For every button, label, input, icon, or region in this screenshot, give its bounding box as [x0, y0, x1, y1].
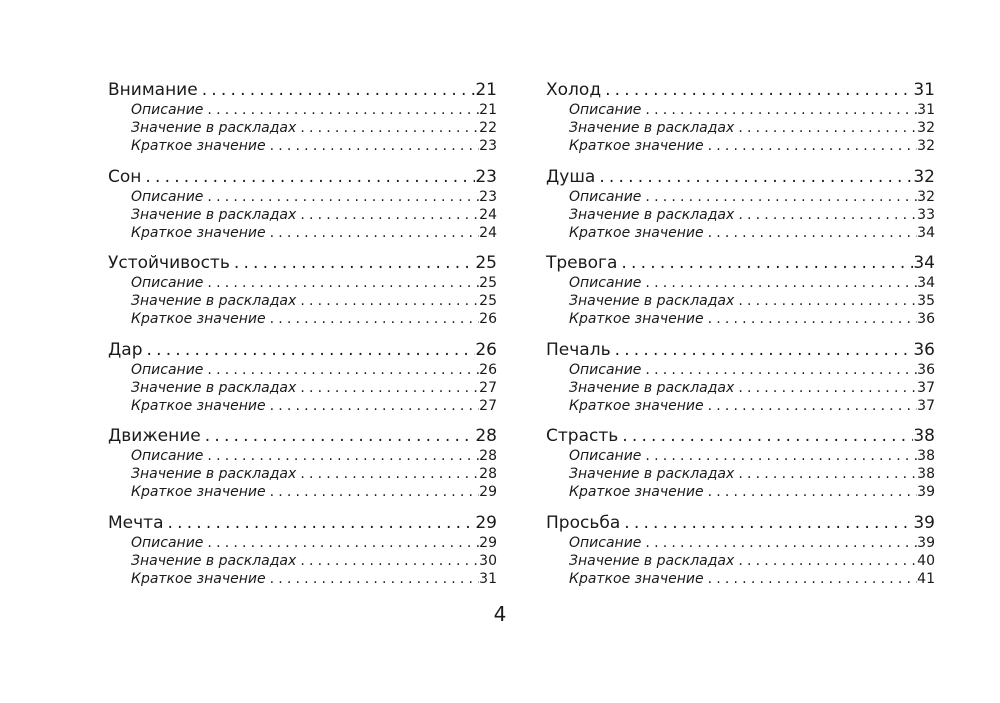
toc-subentry[interactable] — [108, 274, 497, 292]
toc-subentry[interactable] — [108, 534, 497, 552]
toc-column-left — [108, 80, 497, 599]
subentry-page: 21 — [479, 102, 497, 118]
toc-subentry[interactable] — [546, 188, 935, 206]
subentry-label: Описание — [131, 361, 204, 378]
entry-page: 23 — [475, 166, 497, 187]
subentry-page: 36 — [917, 311, 935, 327]
subentry-label: Значение в раскладах — [569, 293, 735, 309]
entry-page: 25 — [475, 253, 497, 273]
toc-section — [108, 426, 497, 513]
entry-page: 21 — [475, 80, 497, 100]
subentry-label: Описание — [569, 275, 642, 291]
toc-subentry[interactable] — [546, 552, 935, 570]
subentry-label: Значение в раскладах — [131, 379, 297, 396]
subentry-label: Краткое значение — [131, 397, 266, 414]
subentry-page: 32 — [917, 138, 935, 154]
toc-entry[interactable] — [108, 426, 497, 447]
subentry-page: 35 — [917, 293, 935, 309]
subentry-label: Описание — [131, 188, 204, 205]
toc-subentry[interactable] — [108, 188, 497, 206]
subentry-label: Значение в раскладах — [131, 552, 297, 569]
toc-section — [108, 513, 497, 600]
entry-page: 38 — [913, 426, 935, 446]
subentry-label: Значение в раскладах — [569, 379, 735, 396]
toc-subentry[interactable] — [108, 379, 497, 397]
subentry-label: Краткое значение — [569, 570, 704, 587]
subentry-label: Краткое значение — [131, 224, 266, 241]
toc-subentry[interactable] — [108, 224, 497, 242]
subentry-label: Значение в раскладах — [131, 466, 297, 482]
subentry-label: Краткое значение — [569, 311, 704, 327]
toc-subentry[interactable] — [108, 483, 497, 501]
toc-subentry[interactable] — [108, 101, 497, 119]
toc-entry[interactable] — [546, 253, 935, 274]
subentry-label: Описание — [131, 102, 204, 118]
entry-title: Сон — [108, 166, 142, 187]
subentry-label: Краткое значение — [569, 138, 704, 154]
toc-subentry[interactable] — [108, 447, 497, 465]
subentry-label: Описание — [131, 448, 204, 464]
toc-section — [108, 340, 497, 427]
subentry-label: Описание — [569, 188, 642, 205]
entry-title: Просьба — [546, 512, 621, 533]
toc-entry[interactable] — [546, 80, 935, 101]
entry-page: 31 — [913, 80, 935, 100]
subentry-page: 33 — [917, 206, 935, 223]
subentry-page: 27 — [479, 379, 497, 396]
toc-entry[interactable] — [546, 167, 935, 188]
toc-entry[interactable] — [108, 340, 497, 361]
toc-subentry[interactable] — [546, 379, 935, 397]
subentry-page: 37 — [917, 397, 935, 414]
toc-section — [546, 80, 935, 167]
toc-subentry[interactable] — [546, 361, 935, 379]
subentry-label: Значение в раскладах — [131, 120, 297, 136]
entry-title: Движение — [108, 426, 201, 446]
entry-title: Тревога — [546, 253, 618, 273]
toc-subentry[interactable] — [546, 310, 935, 328]
subentry-page: 39 — [917, 484, 935, 500]
subentry-label: Краткое значение — [131, 311, 266, 327]
toc-entry[interactable] — [108, 253, 497, 274]
toc-entry[interactable] — [546, 513, 935, 534]
toc-subentry[interactable] — [108, 465, 497, 483]
subentry-label: Описание — [569, 534, 642, 551]
subentry-label: Описание — [131, 275, 204, 291]
subentry-page: 41 — [917, 570, 935, 587]
toc-subentry[interactable] — [108, 552, 497, 570]
toc-column-right — [546, 80, 935, 599]
toc-subentry[interactable] — [546, 292, 935, 310]
toc-subentry[interactable] — [546, 534, 935, 552]
toc-entry[interactable] — [546, 340, 935, 361]
toc-subentry[interactable] — [108, 361, 497, 379]
toc-subentry[interactable] — [108, 119, 497, 137]
entry-title: Холод — [546, 80, 602, 100]
entry-page: 26 — [475, 339, 497, 360]
toc-subentry[interactable] — [546, 570, 935, 588]
toc-subentry[interactable] — [546, 137, 935, 155]
subentry-page: 31 — [479, 570, 497, 587]
toc-section — [546, 340, 935, 427]
toc-subentry[interactable] — [546, 119, 935, 137]
toc-subentry[interactable] — [546, 224, 935, 242]
subentry-label: Значение в раскладах — [131, 293, 297, 309]
toc-subentry[interactable] — [108, 292, 497, 310]
toc-subentry[interactable] — [546, 397, 935, 415]
subentry-page: 29 — [479, 484, 497, 500]
subentry-page: 32 — [917, 188, 935, 205]
entry-title: Дар — [108, 339, 143, 360]
entry-title: Душа — [546, 166, 596, 187]
subentry-page: 32 — [917, 120, 935, 136]
toc-subentry[interactable] — [108, 206, 497, 224]
subentry-page: 25 — [479, 275, 497, 291]
subentry-page: 34 — [917, 224, 935, 241]
subentry-label: Описание — [569, 361, 642, 378]
toc-section — [546, 167, 935, 254]
page-number: 4 — [493, 602, 507, 626]
toc-subentry[interactable] — [546, 465, 935, 483]
toc-subentry[interactable] — [546, 274, 935, 292]
subentry-label: Описание — [569, 448, 642, 464]
subentry-page: 36 — [917, 361, 935, 378]
subentry-page: 30 — [479, 552, 497, 569]
entry-title: Внимание — [108, 80, 198, 100]
subentry-page: 29 — [479, 534, 497, 551]
subentry-label: Описание — [131, 534, 204, 551]
toc-section — [108, 167, 497, 254]
subentry-page: 38 — [917, 466, 935, 482]
toc-section — [546, 426, 935, 513]
subentry-page: 26 — [479, 311, 497, 327]
subentry-page: 38 — [917, 448, 935, 464]
toc-subentry[interactable] — [108, 137, 497, 155]
subentry-label: Краткое значение — [569, 224, 704, 241]
subentry-label: Краткое значение — [131, 570, 266, 587]
toc-subentry[interactable] — [108, 310, 497, 328]
subentry-page: 39 — [917, 534, 935, 551]
subentry-page: 28 — [479, 466, 497, 482]
toc-subentry[interactable] — [546, 483, 935, 501]
subentry-label: Значение в раскладах — [569, 120, 735, 136]
toc-entry[interactable] — [546, 426, 935, 447]
entry-page: 34 — [913, 253, 935, 273]
subentry-page: 23 — [479, 138, 497, 154]
toc-entry[interactable] — [108, 513, 497, 534]
subentry-label: Краткое значение — [569, 397, 704, 414]
subentry-label: Описание — [569, 102, 642, 118]
subentry-page: 34 — [917, 275, 935, 291]
subentry-page: 23 — [479, 188, 497, 205]
subentry-page: 40 — [917, 552, 935, 569]
toc-section — [546, 253, 935, 340]
subentry-label: Краткое значение — [569, 484, 704, 500]
entry-title: Печаль — [546, 339, 611, 360]
subentry-page: 22 — [479, 120, 497, 136]
subentry-page: 31 — [917, 102, 935, 118]
entry-page: 28 — [475, 426, 497, 446]
subentry-page: 24 — [479, 224, 497, 241]
toc-section — [108, 80, 497, 167]
subentry-page: 25 — [479, 293, 497, 309]
subentry-page: 24 — [479, 206, 497, 223]
toc-subentry[interactable] — [546, 101, 935, 119]
toc-subentry[interactable] — [108, 397, 497, 415]
subentry-label: Краткое значение — [131, 484, 266, 500]
entry-page: 36 — [913, 339, 935, 360]
entry-page: 32 — [913, 166, 935, 187]
subentry-label: Значение в раскладах — [131, 206, 297, 223]
subentry-page: 28 — [479, 448, 497, 464]
subentry-label: Значение в раскладах — [569, 206, 735, 223]
entry-title: Мечта — [108, 512, 164, 533]
subentry-page: 37 — [917, 379, 935, 396]
toc-entry[interactable] — [108, 80, 497, 101]
entry-page: 39 — [913, 512, 935, 533]
toc-section — [108, 253, 497, 340]
toc-subentry[interactable] — [546, 206, 935, 224]
entry-title: Страсть — [546, 426, 619, 446]
entry-page: 29 — [475, 512, 497, 533]
entry-title: Устойчивость — [108, 253, 230, 273]
toc-subentry[interactable] — [546, 447, 935, 465]
subentry-page: 27 — [479, 397, 497, 414]
subentry-label: Значение в раскладах — [569, 466, 735, 482]
toc-section — [546, 513, 935, 600]
subentry-label: Краткое значение — [131, 138, 266, 154]
toc-entry[interactable] — [108, 167, 497, 188]
toc-subentry[interactable] — [108, 570, 497, 588]
subentry-page: 26 — [479, 361, 497, 378]
subentry-label: Значение в раскладах — [569, 552, 735, 569]
